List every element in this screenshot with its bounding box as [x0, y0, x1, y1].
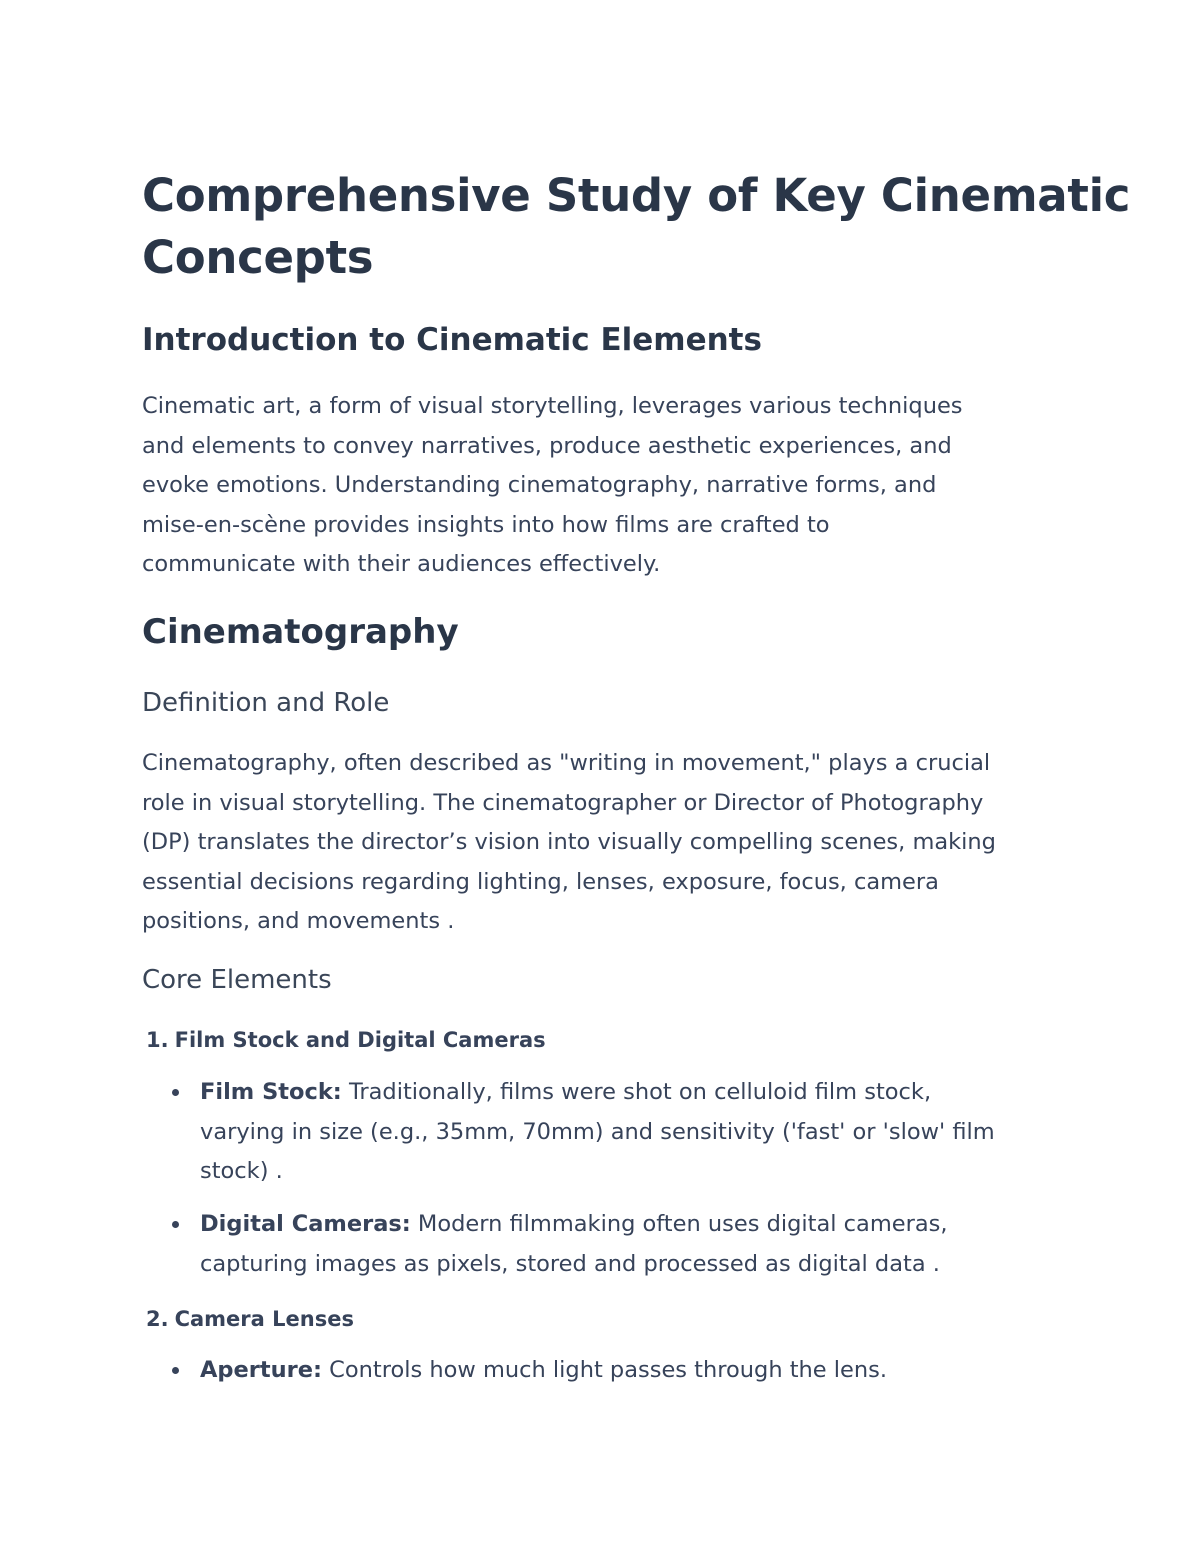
document-title [142, 165, 1131, 289]
paragraph-line: Cinematic art, a form of visual storytelling, leverages various techniques [142, 393, 963, 419]
paragraph-line: evoke emotions. Understanding cinematography, narrative forms, and [142, 472, 937, 498]
paragraph-line: (DP) translates the director’s vision into visually compelling scenes, making [142, 829, 996, 855]
intro-paragraph [142, 387, 1072, 585]
definition-paragraph [142, 744, 1072, 942]
ordered-list-item [146, 1022, 546, 1058]
paragraph-line: communicate with their audiences effectively. [142, 551, 661, 577]
bullet-item [200, 1351, 1080, 1391]
bullet-term: Film Stock: [200, 1079, 342, 1105]
paragraph-line: positions, and movements . [142, 908, 455, 934]
list-number: 2. [146, 1307, 169, 1331]
bullet-text-line: capturing images as pixels, stored and processed as digital data . [200, 1250, 940, 1277]
bullet-dot-icon [172, 1089, 179, 1096]
bullet-dot-icon [172, 1221, 179, 1228]
bullet-text-line: varying in size (e.g., 35mm, 70mm) and sensitivity ('fast' or 'slow' film [200, 1118, 995, 1145]
subheading-definition: Definition and Role [142, 688, 390, 718]
list-item-label: Film Stock and Digital Cameras [174, 1028, 546, 1052]
bullet-dot-icon [172, 1367, 179, 1374]
bullet-item [200, 1073, 1080, 1192]
bullet-text-line: stock) . [200, 1158, 283, 1184]
subheading-core-elements: Core Elements [142, 965, 332, 995]
title-line: Comprehensive Study of Key Cinematic [142, 169, 1131, 222]
paragraph-line: role in visual storytelling. The cinematographer or Director of Photography [142, 789, 984, 816]
section-heading-introduction: Introduction to Cinematic Elements [142, 322, 762, 358]
bullet-term: Aperture: [200, 1357, 323, 1383]
paragraph-line: mise-en-scène provides insights into how films are crafted to [142, 511, 830, 538]
ordered-list-item [146, 1301, 354, 1337]
bullet-item [200, 1205, 1080, 1284]
list-item-label: Camera Lenses [174, 1307, 354, 1331]
paragraph-line: Cinematography, often described as "writing in movement," plays a crucial [142, 750, 991, 776]
bullet-text: Modern filmmaking often uses digital cameras, [410, 1211, 948, 1237]
title-line: Concepts [142, 231, 374, 284]
paragraph-line: essential decisions regarding lighting, lenses, exposure, focus, camera [142, 868, 939, 895]
list-number: 1. [146, 1028, 169, 1052]
section-heading-cinematography: Cinematography [142, 612, 459, 652]
bullet-text: Traditionally, films were shot on celluloid film stock, [341, 1079, 932, 1105]
paragraph-line: and elements to convey narratives, produce aesthetic experiences, and [142, 432, 952, 459]
bullet-term: Digital Cameras: [200, 1211, 411, 1237]
bullet-text: Controls how much light passes through the lens. [322, 1357, 888, 1383]
